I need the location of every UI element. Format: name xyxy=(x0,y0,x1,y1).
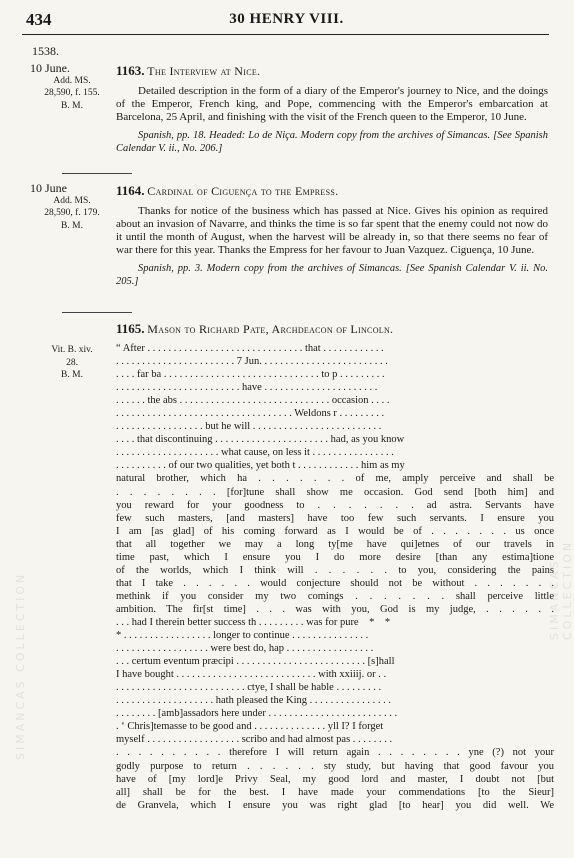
source-ms: Vit. B. xiv. xyxy=(51,345,93,355)
fragment-line: . . . . . . . . . . . . . . . . . . . . . . . . have . . . . . . . . . . . . . . . . . . . . . . xyxy=(116,382,378,394)
fragment-line: godly purpose to return . . . . . . sty study, but having that good favour you xyxy=(116,760,554,772)
year-label: 1538. xyxy=(32,44,59,58)
fragment-line: I have bought . . . . . . . . . . . . . . . . . . . . . . . . . . . with xxiiij. or . . xyxy=(116,669,387,681)
entry-heading: Mason to Richard Pate, Archdeacon of Lincoln. xyxy=(147,322,394,336)
source-archive: B. M. xyxy=(61,370,83,380)
header-rule xyxy=(22,34,549,35)
fragment-line: . . . . . . the abs . . . . . . . . . . . . . . . . . . . . . . . . . . . . . occasion . . . . xyxy=(116,395,390,407)
fragment-line: methink if you consider my two comings . . . . . . . shall perceive little xyxy=(116,590,554,602)
running-header xyxy=(26,10,547,34)
fragment-line: of the worlds, which I think will . . . . . . to you, considering the pains xyxy=(116,564,554,576)
fragment-line: time past, which I ensure you I do more desire [than any estima]tione xyxy=(116,551,554,563)
fragment-line: . . . . . . . . . . . . . . . . . . . . . . . 7 Jun. . . . . . . . . . . . . . . . . . . . . . . . . xyxy=(116,356,388,368)
running-title: 30 HENRY VIII. xyxy=(229,11,344,27)
fragment-line: . . . . . . . . [for]tune shall show me occasion. God send [both him] and xyxy=(116,486,554,498)
source-folio: 28. xyxy=(66,357,78,368)
fragment-line: . . . . . . . . . . . . . . . . . . . . . . . . . . . . . . . . . . Weldons r . . . . . . . . . xyxy=(116,408,385,420)
entry-date: 10 June. xyxy=(30,61,70,75)
fragment-line: . . . . . . . . [amb]assadors here under . . . . . . . . . . . . . . . . . . . . . . . . . xyxy=(116,708,398,720)
source-ms: Add. MS. xyxy=(53,195,91,206)
entry-note: Spanish, pp. 3. Modern copy from the archives of Simancas. [See Spanish Calendar V. ii. No. 205.] xyxy=(116,263,548,287)
entry-1163 xyxy=(116,64,548,155)
fragment-line: natural brother, which ha . . . . . . . of me, amply perceive and shall be xyxy=(116,473,554,485)
entry-date: 10 June xyxy=(30,181,67,195)
source-archive: B. M. xyxy=(61,220,83,231)
fragment-line: de Granvela, which I ensure you was right glad [to hear] you did well. We xyxy=(116,799,554,811)
entry-number: 1163. xyxy=(116,63,145,78)
entry-number: 1165. xyxy=(116,321,145,336)
fragment-line: . . . . far ba . . . . . . . . . . . . . . . . . . . . . . . . . . . . . . to p . . . . . . . . . xyxy=(116,369,385,381)
fragment-line: ambition. The fir[st time] . . . was with you, God is my judge, . . . . . . xyxy=(116,603,554,615)
source-folio: 28,590, f. 179. xyxy=(44,208,100,218)
entry-separator xyxy=(62,173,132,174)
entry-body: Thanks for notice of the business which has passed at Nice. Gives his opinion as required about an invasion of Navarre, and thinks the time is so far spent that the enemy could not now do it until the month of August, when the harvest will be already in, so that there seems no fear of war there for this year. Thanks the Empress for her favour to Juan Vazquez. Ciguença, 10 June. xyxy=(116,205,548,256)
fragment-line: few such masters, [and masters] have too few such servants. I ensure you xyxy=(116,512,554,524)
source-folio: 28,590, f. 155. xyxy=(44,88,100,98)
watermark-left: SIMANCAS COLLECTION xyxy=(14,571,27,760)
entry-separator xyxy=(62,312,132,313)
source-ms: Add. MS. xyxy=(53,75,91,86)
fragment-line: . . . . . . . . . . . . . . . . . . . . what cause, on less it . . . . . . . . . . . . . . . . xyxy=(116,447,394,459)
watermark-right: SIMANCAS COLLECTION xyxy=(548,539,574,640)
fragment-line: that I take . . . . . . would conjecture should not be without . . . . . . . xyxy=(116,577,554,589)
fragment-line: . . . . . . . . . . . . . . . . . . . . . . . . . ctye, I shall be hable . . . . . . . . . xyxy=(116,682,382,694)
letter-fragment xyxy=(116,342,554,812)
margin-note-1164 xyxy=(30,182,114,232)
margin-note-1163 xyxy=(30,62,114,112)
fragment-line: . . . had I therein better success th . . . . . . . . . was for pure * * xyxy=(116,616,391,628)
fragment-line: . . . . . . . . . . of our two qualities, yet both t . . . . . . . . . . . . him as my xyxy=(116,460,405,472)
fragment-line: . . . . . . . . . . therefore I will return again . . . . . . . . yne (?) not your xyxy=(116,747,554,759)
entry-heading: The Interview at Nice. xyxy=(147,64,261,78)
fragment-line: . . . . . . . . . . . . . . . . . . . hath pleased the King . . . . . . . . . . . . . . . . xyxy=(116,695,392,707)
entry-1165-heading xyxy=(116,322,548,337)
fragment-line: * . . . . . . . . . . . . . . . . . longer to continue . . . . . . . . . . . . . . . xyxy=(116,630,369,642)
margin-note-1165 xyxy=(30,344,114,382)
entry-number: 1164. xyxy=(116,183,145,198)
fragment-line: have of [my lord]e Privy Seal, my good lord and master, I doubt not [but xyxy=(116,773,554,785)
fragment-line: I am [as glad] of his coming forward as I would be of . . . . . . . us once xyxy=(116,525,554,537)
source-archive: B. M. xyxy=(61,100,83,111)
entry-body: Detailed description in the form of a diary of the Emperor's journey to Nice, and the doings of the Emperor, French king, and Pope, commencing with the Emperor's embarcation at Barcelona, 25 April, and finishing with the visit of the French queen to the Emperor, 10 June. xyxy=(116,85,548,123)
fragment-line: all] shall be for the best. I have made your commendations [to the Sieur] xyxy=(116,786,554,798)
entry-note: Spanish, pp. 18. Headed: Lo de Niça. Modern copy from the archives of Simancas. [See Spanish Calendar V. ii., No. 206.] xyxy=(116,130,548,154)
fragment-line: . . . . . . . . . . . . . . . . . but he will . . . . . . . . . . . . . . . . . . . . . . . . . xyxy=(116,421,382,433)
page-number: 434 xyxy=(26,10,52,29)
fragment-line: that all together we may a long ty[me have qui]etnes of our travels in xyxy=(116,538,554,550)
fragment-line: you reward for your goodness to . . . . . . . ad astra. Servants have xyxy=(116,499,554,511)
entry-1164 xyxy=(116,184,548,288)
entry-heading: Cardinal of Ciguença to the Empress. xyxy=(147,184,339,198)
fragment-line: “ After . . . . . . . . . . . . . . . . . . . . . . . . . . . . . . that . . . . . . . . . . . . xyxy=(116,343,384,354)
fragment-line: . . . certum eventum præcipi . . . . . . . . . . . . . . . . . . . . . . . . . [s]hall xyxy=(116,656,395,668)
fragment-line: . . . . that discontinuing . . . . . . . . . . . . . . . . . . . . . . had, as you know xyxy=(116,434,405,446)
fragment-line: . . . . . . . . . . . . . . . . . . were best do, hap . . . . . . . . . . . . . . . . . xyxy=(116,643,374,655)
fragment-line: . ‘ Chris]temasse to be good and . . . . . . . . . . . . . . yll I? I forget xyxy=(116,721,384,733)
fragment-line: myself . . . . . . . . . . . . . . . . . . scribo and had almost pas . . . . . . . . xyxy=(116,734,393,746)
